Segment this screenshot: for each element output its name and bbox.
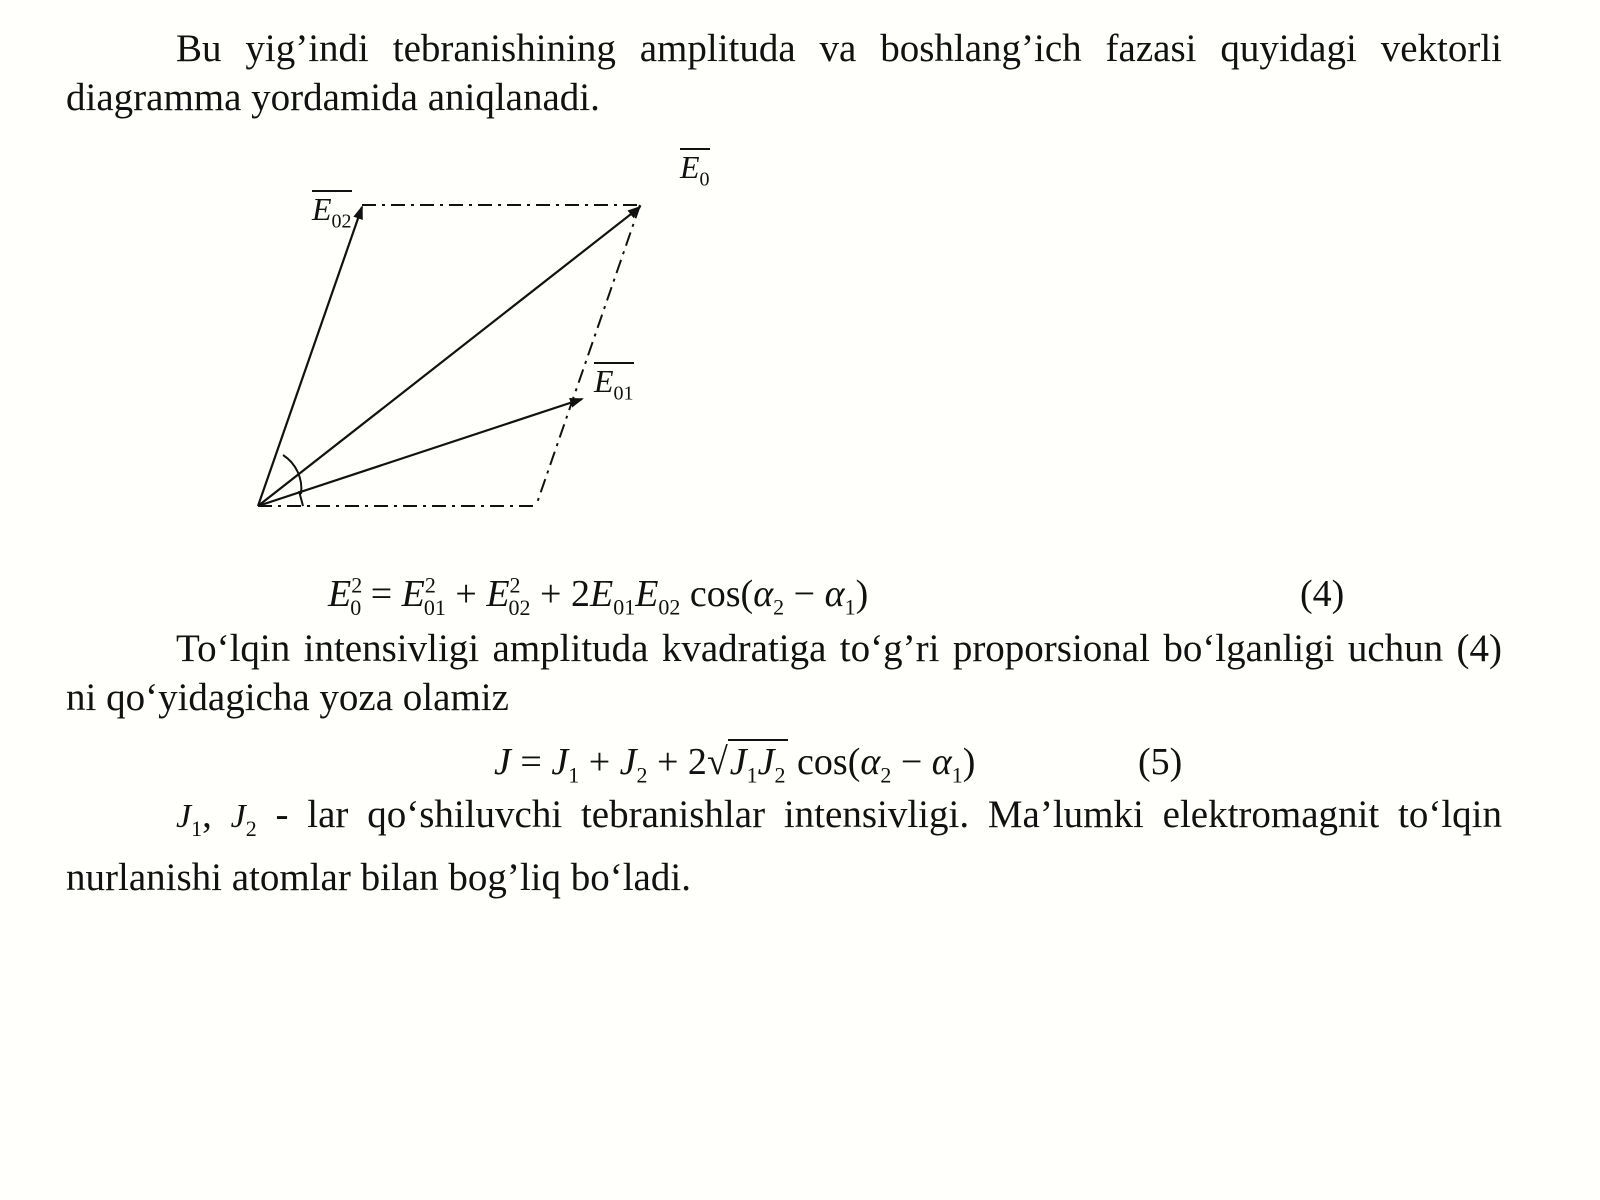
equation-5: $J = J_1 + J_2 + 2√J_1J_2$ $\cos(\alpha_2 - \alpha_1)$ <box>494 741 976 788</box>
equation-5-number: (5) <box>1138 741 1183 783</box>
vector-e01 <box>258 399 582 506</box>
right-dashed-line <box>536 205 640 506</box>
intensity-paragraph: To‘lqin intensivligi amplituda kvadratiga to‘g’ri proporsional bo‘lganligi uchun (4) ni qo‘yidagicha yoza olamiz <box>66 627 1502 719</box>
equation-4-number: (4) <box>1300 573 1345 615</box>
sqrt-sign: √ <box>706 741 728 783</box>
vector-e0 <box>258 207 640 506</box>
intro-paragraph: Bu yig’indi tebranishining amplituda va boshlang’ich fazasi quyidagi vektorli diagramma yordamida aniqlanadi. <box>66 27 1502 119</box>
label-e0: $E_0$ <box>680 148 710 196</box>
closing-paragraph: $J_1$, $J_2$ - lar qo‘shiluvchi tebranishlar intensivligi. Ma’lumki elektromagnit to‘lqin nurlanishi atomlar bilan bog’liq bo‘ladi. <box>66 793 1503 899</box>
label-e02: $E_{02}$ <box>312 190 352 238</box>
equation-4: $E^2_0 = E^2_{01} + E^2_{02} + 2E_{01}E_{02}$ $\cos(\alpha_2 - \alpha_1)$ <box>328 572 869 620</box>
sqrt-content: $J_1J_2$ <box>729 741 786 788</box>
vector-e02 <box>258 207 362 506</box>
label-e01: $E_{01}$ <box>594 362 634 410</box>
angle-arc <box>283 455 301 494</box>
